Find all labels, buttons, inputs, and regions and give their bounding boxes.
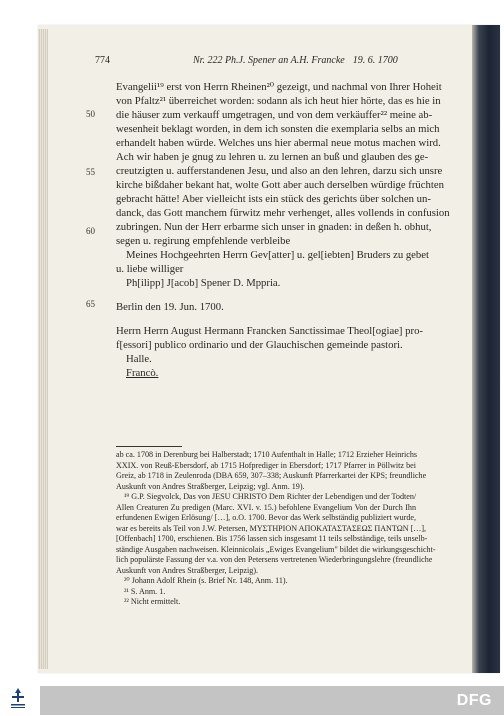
- address-line: f[essori] publico ordinario und der Glauchischen gemeinde pastori.: [116, 339, 403, 351]
- body-line: danck, das Gott manchem fürwitz mehr verhenget, alles vollends in confusion: [116, 207, 450, 219]
- body-line: gebracht hätte! Aber vielleicht ists ein stück des gerichts über solchen un-: [116, 193, 431, 205]
- book-spine: [472, 25, 500, 673]
- footnote-line: Auskunft von Andres Straßberger, Leipzig; vgl. Anm. 19).: [116, 481, 305, 491]
- footnote-line: Greiz, ab 1718 in Zeulenroda (DBA 659, 307–338; Auskunft Pfarrerkartei der KPS; freundliche: [116, 471, 427, 480]
- body-line: Ach wir haben je gnug zu lehren u. zu lernen an buß und glauben des ge-: [116, 151, 429, 163]
- body-line: creutzigten u. aufferstandenen Jesu, und also an den lehren, darzu sich unsre: [116, 165, 443, 177]
- body-line: Evangelii¹⁹ erst von Herrn Rheinen²⁰ gezeigt, und nachmal von Ihrer Hoheit: [116, 81, 442, 93]
- footnote-line: lich populärste Fassung der v.a. von den Petersens vertretenen Wiederbringungslehre (freundliche: [116, 555, 433, 564]
- footnote-line: Auskunft von Andres Straßberger, Leipzig).: [116, 565, 259, 575]
- body-line: segen u. regirung empfehlende verbleibe: [116, 235, 291, 247]
- running-head: [193, 55, 398, 66]
- footnote-line: ¹⁹ G.P. Siegvolck, Das von JESU CHRISTO Dem Richter der Lebendigen und der Todten/: [124, 492, 417, 501]
- line-number: 60: [86, 226, 95, 236]
- footnote-line: XXIX. von Reuß-Ebersdorf, ab 1715 Hofprediger in Ebersdorf; 1717 Pfarrer in Pöllwitz bei: [116, 460, 416, 470]
- signature: Ph[ilipp] J[acob] Spener D. Mppria.: [126, 277, 281, 289]
- running-head-date: 19. 6. 1700: [352, 55, 398, 66]
- footnote-line: ²¹ S. Anm. 1.: [124, 586, 166, 596]
- body-line: wesenheit beklagt worden, in dem ich sonsten die exemplaria selbs an mich: [116, 123, 440, 135]
- address-franco: Francò.: [126, 367, 159, 379]
- footnote-line: [Offenbach] 1700, erschienen. Bis 1756 lassen sich insgesamt 11 teils selbständige, teils unselb-: [116, 534, 428, 543]
- body-line: von Pfaltz²¹ überreichet worden: sodann als ich heut hier hörte, das es hie in: [116, 95, 441, 107]
- footnote-line: erfundenen Ewigen Erlösung/ […], o.O. 1700. Bevor das Werk selbständig publiziert wurde,: [116, 513, 416, 522]
- footnote-line: ²² Nicht ermittelt.: [124, 597, 181, 606]
- line-number: 50: [86, 109, 95, 119]
- body-line: die häuser zum verkauff umgetragen, und von dem verkäuffer²² meine ab-: [116, 109, 433, 121]
- page-number: 774: [95, 55, 110, 66]
- closing-line: Meines Hochgeehrten Herrn Gev[atter] u. gel[iebten] Bruders zu gebet: [126, 249, 429, 261]
- line-number: 55: [86, 167, 95, 177]
- body-line: erhandelt haben würde. Welches uns hier abermal neue motus machen wird.: [116, 137, 441, 149]
- page-edge: [38, 29, 48, 669]
- footnote-line: ²⁰ Johann Adolf Rhein (s. Brief Nr. 148, Anm. 11).: [124, 576, 288, 585]
- footnote-line: Allen Creaturen Zu predigen (Marc. XVI. v. 15.) befohlene Evangelium Von der Durch Ihn: [116, 502, 416, 512]
- place-date: Berlin den 19. Jun. 1700.: [116, 301, 224, 313]
- line-number: 65: [86, 299, 95, 309]
- franckesche-stiftungen-logo: [8, 687, 28, 711]
- logo-emblem-icon: [8, 687, 28, 711]
- body-line: zubringen. Nun der Herr erbarme sich unser in gnaden: in deßen h. obhut,: [116, 221, 432, 233]
- footnote-line: ab ca. 1708 in Derenburg bei Halberstadt; 1710 Aufenthalt in Halle; 1712 Erzieher Heinrichs: [116, 450, 418, 459]
- address-line: Herrn Herrn August Hermann Francken Sanctissimae Theol[ogiae] pro-: [116, 325, 423, 337]
- footnote-rule: [116, 446, 182, 447]
- footnote-line: war es bereits als Teil von J.W. Petersen, ΜΥΣΤΗΡΙΟΝ ΑΠΟΚΑΤΑΣΤΑΣΕΩΣ ΠΑΝΤΩΝ […],: [116, 523, 427, 533]
- running-head-title: Nr. 222 Ph.J. Spener an A.H. Francke: [193, 55, 345, 66]
- address-city: Halle.: [126, 353, 152, 365]
- dfg-logo: DFG: [456, 692, 492, 709]
- closing-line: u. liebe williger: [116, 263, 184, 275]
- body-line: kirche bißdaher bekant hat, wolte Gott aber auch derselben würdige früchten: [116, 179, 444, 191]
- footnote-line: ständige Ausgaben nachweisen. Kleinnicolais „Ewiges Evangelium" bildet die wirkungsgeschicht-: [116, 544, 436, 554]
- viewer-footer-bar: [0, 686, 504, 715]
- running-header: [95, 55, 405, 69]
